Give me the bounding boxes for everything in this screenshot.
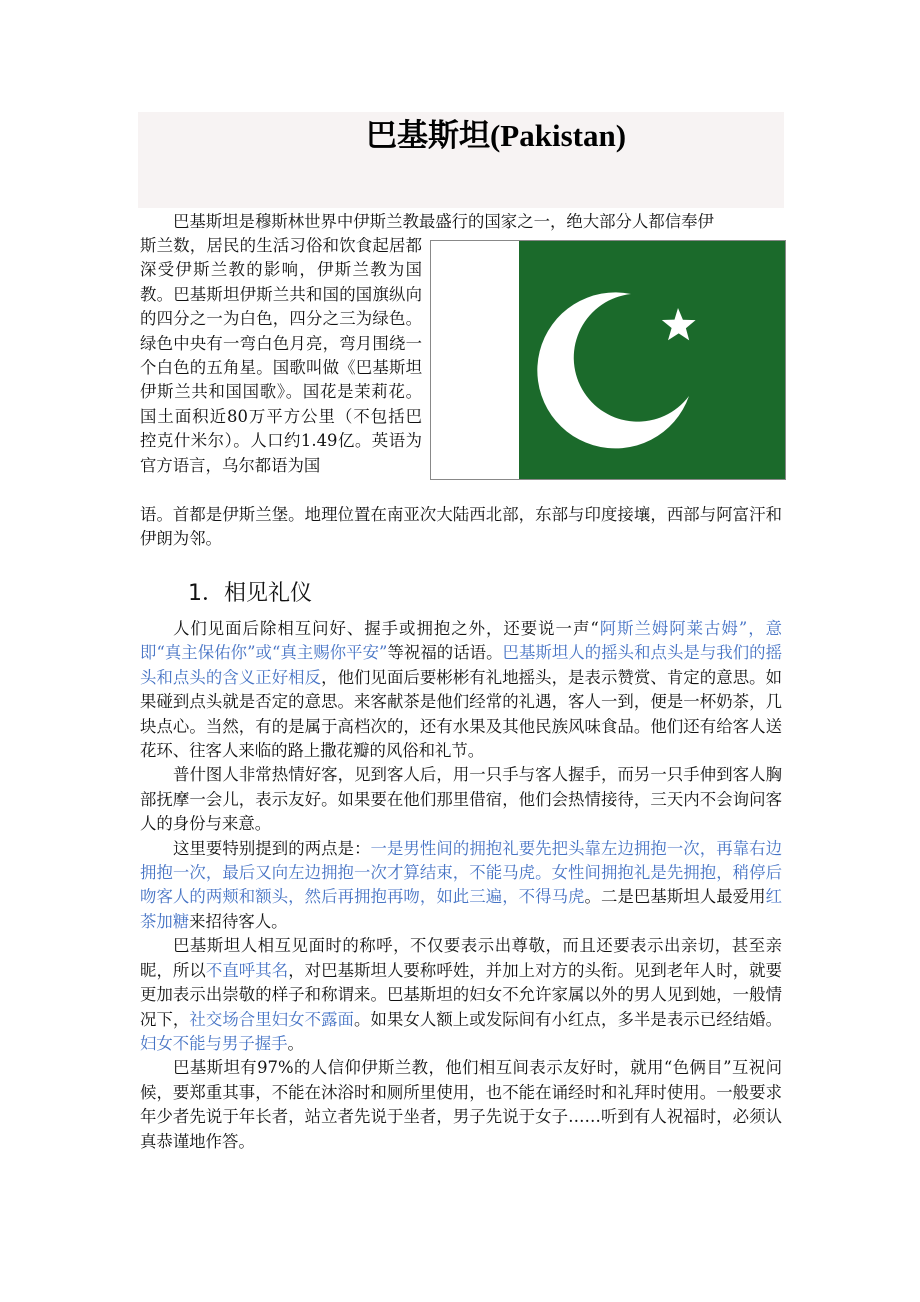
paragraph-3 — [140, 837, 782, 935]
p4-text: 。 — [287, 1033, 304, 1053]
intro-tail-text: 语。首都是伊斯兰堡。地理位置在南亚次大陆西北部，东部与印度接壤，西部与阿富汗和伊朗为邻。 — [140, 505, 782, 549]
p4-text: 巴基斯坦人相互见面时的称呼，不仅要表示出尊敬，而且还要表示出亲切，甚至亲昵，所以 — [140, 936, 782, 980]
paragraph-4 — [140, 934, 782, 1056]
p3-text: 来招待客人。 — [189, 911, 288, 931]
p3-text: 。二是巴基斯坦人最爱用 — [584, 887, 766, 907]
pakistan-flag-image — [430, 240, 786, 480]
p4-highlight: 社交场合里妇女不露面 — [189, 1009, 355, 1029]
paragraph-1 — [140, 617, 782, 763]
page-title: 巴基斯坦(Pakistan) — [365, 118, 627, 153]
p1-text: 等祝福的话语。 — [387, 643, 503, 663]
section-heading: 1．相见礼仪 — [188, 581, 312, 606]
p1-highlight: 阿斯兰姆阿莱古姆”，意即“真主保佑你”或“真主赐你平安” — [140, 619, 782, 663]
p4-highlight: 妇女不能与男子握手 — [140, 1033, 288, 1053]
p4-text: ，对巴基斯坦人要称呼姓，并加上对方的头衔。见到老年人时，就要更加表示出崇敬的样子和称谓来。巴基斯坦的妇女不允许家属以外的男人见到她，一般情况下， — [140, 960, 783, 1029]
p3-text: 这里要特别提到的两点是： — [173, 838, 371, 858]
p1-text: 人们见面后除相互问好、握手或拥抱之外，还要说一声“ — [173, 619, 599, 638]
p3-highlight: 一是男性间的拥抱礼要先把头靠左边拥抱一次，再靠右边拥抱一次，最后又向左边拥抱一次才算结束，不能马虎。女性间拥抱礼是先拥抱，稍停后吻客人的两颊和额头，然后再拥抱再吻，如此三遍，不得马虎 — [140, 838, 783, 907]
intro-side-text: 斯兰数，居民的生活习俗和饮食起居都深受伊斯兰教的影响，伊斯兰教为国教。巴基斯坦伊斯兰共和国的国旗纵向的四分之一为白色，四分之三为绿色。绿色中央有一弯白色月亮，弯月围绕一个白色的五角星。国歌叫做《巴基斯坦伊斯兰共和国国歌》。国花是茉莉花。国土面积近80万平方公里（不包括巴控克什米尔）。人口约1.49亿。英语为官方语言，乌尔都语为国 — [140, 236, 422, 475]
p4-text: 。如果女人额上或发际间有小红点，多半是表示已经结婚。 — [354, 1009, 783, 1029]
paragraph-2: 普什图人非常热情好客，见到客人后，用一只手与客人握手，而另一只手伸到客人胸部抚摩一会儿，表示友好。如果要在他们那里借宿，他们会热情接待，三天内不会询问客人的身份与来意。 — [140, 765, 782, 834]
paragraph-5: 巴基斯坦有97%的人信仰伊斯兰教，他们相互间表示友好时，就用“色俩目”互祝问候，要郑重其事，不能在沐浴时和厕所里使用，也不能在诵经时和礼拜时使用。一般要求年少者先说于年长者，站立者先说于坐者，男子先说于女子……听到有人祝福时，必须认真恭谨地作答。 — [140, 1058, 782, 1151]
flag-white-stripe — [431, 241, 519, 479]
p3-highlight: 红茶加糖 — [140, 887, 783, 931]
section-body — [140, 617, 782, 1154]
p1-text: ，他们见面后要彬彬有礼地摇头，是表示赞赏、肯定的意思。如果碰到点头就是否定的意思。来客献茶是他们经常的礼遇，客人一到，便是一杯奶茶，几块点心。当然，有的是属于高档次的，还有水果及其他民族风味食品。他们还有给客人送花环、往客人来临的路上撒花瓣的风俗和礼节。 — [140, 667, 783, 761]
p4-highlight: 不直呼其名 — [205, 960, 289, 980]
p1-highlight: 巴基斯坦人的摇头和点头是与我们的摇头和点头的含义正好相反 — [140, 643, 782, 687]
pakistan-flag-icon — [431, 241, 785, 479]
intro-first-line: 巴基斯坦是穆斯林世界中伊斯兰教最盛行的国家之一，绝大部分人都信奉伊 — [173, 212, 714, 231]
